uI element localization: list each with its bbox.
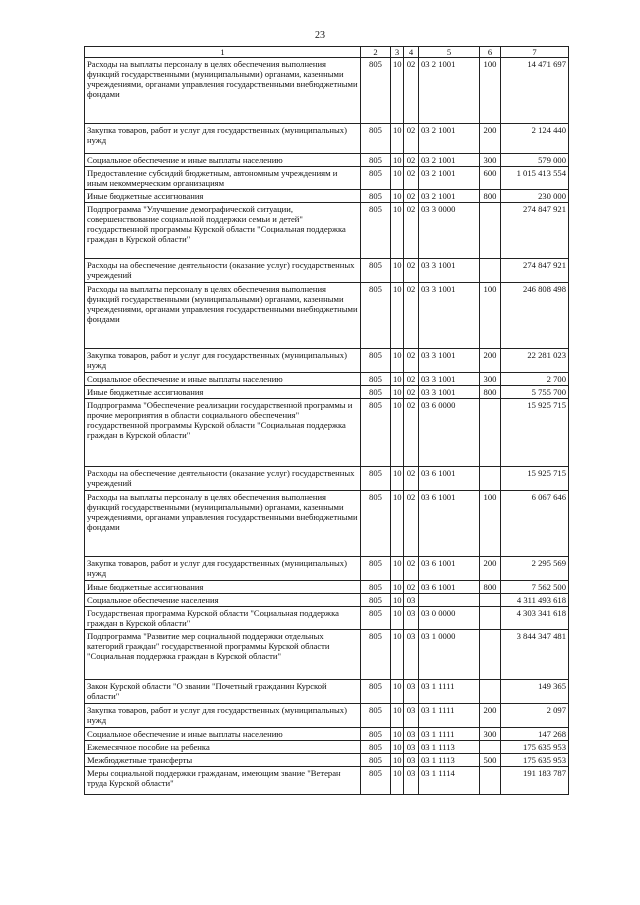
- row-name: Подпрограмма "Улучшение демографической ситуации, совершенствование социальной поддержки семьи и детей" государственной программы Курской области "Социальная поддержка граждан в Курской области": [85, 203, 361, 259]
- row-expense-type: 600: [480, 167, 501, 190]
- row-amount: 15 925 715: [501, 399, 569, 467]
- table-row: [85, 630, 569, 680]
- row-name: Закон Курской области "О звании "Почетный гражданин Курской области": [85, 680, 361, 704]
- table-row: [85, 203, 569, 259]
- column-header: 4: [404, 47, 419, 58]
- column-header: 2: [361, 47, 391, 58]
- row-name: Государственая программа Курской области "Социальная поддержка граждан в Курской области": [85, 607, 361, 630]
- row-amount: 14 471 697: [501, 58, 569, 124]
- row-expense-type: 300: [480, 728, 501, 741]
- row-section: 10: [391, 154, 404, 167]
- row-ved: 805: [361, 607, 391, 630]
- table-row: [85, 283, 569, 349]
- row-amount: 191 183 787: [501, 767, 569, 795]
- row-expense-type: 500: [480, 754, 501, 767]
- row-expense-type: [480, 630, 501, 680]
- row-name: Ежемесячное пособие на ребенка: [85, 741, 361, 754]
- row-section: 10: [391, 754, 404, 767]
- row-target-article: 03 6 1001: [419, 557, 480, 581]
- row-subsection: 02: [404, 349, 419, 373]
- row-section: 10: [391, 607, 404, 630]
- table-row: [85, 491, 569, 557]
- row-name: Закупка товаров, работ и услуг для государственных (муниципальных) нужд: [85, 349, 361, 373]
- row-target-article: 03 1 0000: [419, 630, 480, 680]
- row-section: 10: [391, 399, 404, 467]
- row-expense-type: 800: [480, 581, 501, 594]
- row-name: Закупка товаров, работ и услуг для государственных (муниципальных) нужд: [85, 557, 361, 581]
- row-amount: 6 067 646: [501, 491, 569, 557]
- row-target-article: 03 1 1111: [419, 728, 480, 741]
- row-expense-type: [480, 259, 501, 283]
- row-expense-type: [480, 399, 501, 467]
- row-amount: 5 755 700: [501, 386, 569, 399]
- row-name: Социальное обеспечение и иные выплаты населению: [85, 154, 361, 167]
- row-subsection: 02: [404, 167, 419, 190]
- table-row: [85, 259, 569, 283]
- row-ved: 805: [361, 373, 391, 386]
- row-target-article: 03 2 1001: [419, 154, 480, 167]
- row-section: 10: [391, 349, 404, 373]
- row-target-article: 03 3 1001: [419, 349, 480, 373]
- row-amount: 246 808 498: [501, 283, 569, 349]
- table-row: [85, 190, 569, 203]
- row-amount: 1 015 413 554: [501, 167, 569, 190]
- table-row: [85, 467, 569, 491]
- row-section: 10: [391, 491, 404, 557]
- row-expense-type: [480, 467, 501, 491]
- row-expense-type: [480, 680, 501, 704]
- row-ved: 805: [361, 124, 391, 154]
- row-target-article: 03 1 1113: [419, 741, 480, 754]
- row-name: Подпрограмма "Обеспечение реализации государственной программы и прочие мероприятия в области социального обеспечения" государственной программы Курской области "Социальная поддержка граждан в Курской области": [85, 399, 361, 467]
- row-ved: 805: [361, 190, 391, 203]
- row-expense-type: 200: [480, 124, 501, 154]
- row-section: 10: [391, 167, 404, 190]
- row-section: 10: [391, 581, 404, 594]
- row-section: 10: [391, 283, 404, 349]
- row-ved: 805: [361, 741, 391, 754]
- row-target-article: 03 0 0000: [419, 607, 480, 630]
- row-subsection: 02: [404, 399, 419, 467]
- row-subsection: 02: [404, 557, 419, 581]
- column-header: 7: [501, 47, 569, 58]
- row-subsection: 03: [404, 607, 419, 630]
- row-target-article: 03 3 1001: [419, 373, 480, 386]
- row-expense-type: 300: [480, 373, 501, 386]
- table-row: [85, 124, 569, 154]
- row-expense-type: [480, 607, 501, 630]
- table-row: [85, 581, 569, 594]
- column-header: 1: [85, 47, 361, 58]
- table-row: [85, 349, 569, 373]
- row-target-article: 03 2 1001: [419, 58, 480, 124]
- row-ved: 805: [361, 680, 391, 704]
- row-amount: 4 311 493 618: [501, 594, 569, 607]
- row-ved: 805: [361, 283, 391, 349]
- row-ved: 805: [361, 767, 391, 795]
- row-subsection: 02: [404, 124, 419, 154]
- table-row: [85, 704, 569, 728]
- row-subsection: 02: [404, 259, 419, 283]
- row-expense-type: 100: [480, 58, 501, 124]
- row-subsection: 03: [404, 754, 419, 767]
- row-subsection: 02: [404, 491, 419, 557]
- row-target-article: 03 6 1001: [419, 491, 480, 557]
- row-expense-type: 300: [480, 154, 501, 167]
- table-row: [85, 557, 569, 581]
- row-section: 10: [391, 259, 404, 283]
- row-subsection: 02: [404, 467, 419, 491]
- row-ved: 805: [361, 704, 391, 728]
- row-target-article: 03 2 1001: [419, 124, 480, 154]
- row-section: 10: [391, 767, 404, 795]
- table-header-row: [85, 47, 569, 58]
- row-target-article: 03 3 1001: [419, 386, 480, 399]
- row-section: 10: [391, 630, 404, 680]
- row-subsection: 03: [404, 767, 419, 795]
- table-row: [85, 58, 569, 124]
- row-section: 10: [391, 741, 404, 754]
- row-subsection: 02: [404, 154, 419, 167]
- row-ved: 805: [361, 58, 391, 124]
- row-name: Расходы на выплаты персоналу в целях обеспечения выполнения функций государственными (муниципальными) органами, казенными учреждениями, органами управления государственными внебюджетными фондами: [85, 491, 361, 557]
- row-name: Расходы на выплаты персоналу в целях обеспечения выполнения функций государственными (муниципальными) органами, казенными учреждениями, органами управления государственными внебюджетными фондами: [85, 283, 361, 349]
- row-name: Расходы на обеспечение деятельности (оказание услуг) государственных учреждений: [85, 259, 361, 283]
- row-expense-type: 100: [480, 283, 501, 349]
- row-ved: 805: [361, 399, 391, 467]
- row-subsection: 02: [404, 283, 419, 349]
- table-row: [85, 594, 569, 607]
- row-expense-type: 200: [480, 349, 501, 373]
- page-number: 23: [315, 30, 325, 41]
- row-name: Иные бюджетные ассигнования: [85, 581, 361, 594]
- row-amount: 2 295 569: [501, 557, 569, 581]
- row-target-article: 03 3 0000: [419, 203, 480, 259]
- column-header: 3: [391, 47, 404, 58]
- column-header: 6: [480, 47, 501, 58]
- row-amount: 22 281 023: [501, 349, 569, 373]
- row-section: 10: [391, 190, 404, 203]
- row-expense-type: [480, 741, 501, 754]
- row-amount: 274 847 921: [501, 259, 569, 283]
- row-target-article: 03 6 1001: [419, 467, 480, 491]
- row-expense-type: [480, 767, 501, 795]
- table-row: [85, 607, 569, 630]
- row-name: Социальное обеспечение и иные выплаты населению: [85, 728, 361, 741]
- row-amount: 175 635 953: [501, 754, 569, 767]
- row-ved: 805: [361, 557, 391, 581]
- row-name: Социальное обеспечение населения: [85, 594, 361, 607]
- row-expense-type: 200: [480, 704, 501, 728]
- row-subsection: 03: [404, 680, 419, 704]
- row-name: Расходы на выплаты персоналу в целях обеспечения выполнения функций государственными (муниципальными) органами, казенными учреждениями, органами управления государственными внебюджетными фондами: [85, 58, 361, 124]
- row-section: 10: [391, 124, 404, 154]
- row-target-article: 03 2 1001: [419, 190, 480, 203]
- row-ved: 805: [361, 203, 391, 259]
- row-amount: 274 847 921: [501, 203, 569, 259]
- row-section: 10: [391, 203, 404, 259]
- row-target-article: 03 6 0000: [419, 399, 480, 467]
- row-section: 10: [391, 58, 404, 124]
- row-subsection: 02: [404, 581, 419, 594]
- row-subsection: 03: [404, 704, 419, 728]
- row-ved: 805: [361, 581, 391, 594]
- row-ved: 805: [361, 467, 391, 491]
- row-ved: 805: [361, 259, 391, 283]
- row-name: Иные бюджетные ассигнования: [85, 386, 361, 399]
- budget-table: [84, 46, 569, 795]
- row-ved: 805: [361, 349, 391, 373]
- row-target-article: 03 2 1001: [419, 167, 480, 190]
- table-row: [85, 767, 569, 795]
- row-amount: 2 700: [501, 373, 569, 386]
- row-amount: 147 268: [501, 728, 569, 741]
- row-amount: 175 635 953: [501, 741, 569, 754]
- row-section: 10: [391, 728, 404, 741]
- row-section: 10: [391, 373, 404, 386]
- row-ved: 805: [361, 386, 391, 399]
- row-subsection: 03: [404, 728, 419, 741]
- row-expense-type: 100: [480, 491, 501, 557]
- row-section: 10: [391, 704, 404, 728]
- row-section: 10: [391, 680, 404, 704]
- row-subsection: 02: [404, 373, 419, 386]
- table-row: [85, 154, 569, 167]
- table-row: [85, 741, 569, 754]
- row-ved: 805: [361, 728, 391, 741]
- row-subsection: 02: [404, 58, 419, 124]
- row-subsection: 02: [404, 386, 419, 399]
- row-target-article: 03 1 1111: [419, 680, 480, 704]
- row-section: 10: [391, 557, 404, 581]
- row-section: 10: [391, 386, 404, 399]
- row-name: Закупка товаров, работ и услуг для государственных (муниципальных) нужд: [85, 704, 361, 728]
- row-subsection: 02: [404, 203, 419, 259]
- row-name: Расходы на обеспечение деятельности (оказание услуг) государственных учреждений: [85, 467, 361, 491]
- table-row: [85, 167, 569, 190]
- row-ved: 805: [361, 167, 391, 190]
- row-expense-type: [480, 203, 501, 259]
- row-name: Предоставление субсидий бюджетным, автономным учреждениям и иным некоммерческим организациям: [85, 167, 361, 190]
- row-amount: 7 562 500: [501, 581, 569, 594]
- row-ved: 805: [361, 491, 391, 557]
- row-target-article: 03 6 1001: [419, 581, 480, 594]
- table-row: [85, 399, 569, 467]
- row-name: Иные бюджетные ассигнования: [85, 190, 361, 203]
- row-amount: 230 000: [501, 190, 569, 203]
- row-target-article: 03 1 1113: [419, 754, 480, 767]
- row-name: Закупка товаров, работ и услуг для государственных (муниципальных) нужд: [85, 124, 361, 154]
- row-target-article: 03 1 1114: [419, 767, 480, 795]
- row-amount: 15 925 715: [501, 467, 569, 491]
- column-header: 5: [419, 47, 480, 58]
- row-name: Меры социальной поддержки гражданам, имеющим звание "Ветеран труда Курской области": [85, 767, 361, 795]
- row-subsection: 02: [404, 190, 419, 203]
- row-expense-type: [480, 594, 501, 607]
- row-amount: 2 124 440: [501, 124, 569, 154]
- row-section: 10: [391, 467, 404, 491]
- table-row: [85, 386, 569, 399]
- row-subsection: 03: [404, 741, 419, 754]
- table-row: [85, 373, 569, 386]
- table-row: [85, 728, 569, 741]
- row-name: Межбюджетные трансферты: [85, 754, 361, 767]
- row-expense-type: 800: [480, 386, 501, 399]
- row-name: Социальное обеспечение и иные выплаты населению: [85, 373, 361, 386]
- row-subsection: 03: [404, 630, 419, 680]
- row-ved: 805: [361, 630, 391, 680]
- row-ved: 805: [361, 154, 391, 167]
- row-target-article: 03 3 1001: [419, 283, 480, 349]
- row-subsection: 03: [404, 594, 419, 607]
- row-ved: 805: [361, 754, 391, 767]
- row-expense-type: 200: [480, 557, 501, 581]
- row-target-article: 03 3 1001: [419, 259, 480, 283]
- row-name: Подпрограмма "Развитие мер социальной поддержки отдельных категорий граждан" государственной программы Курской области "Социальная поддержка граждан в Курской области": [85, 630, 361, 680]
- row-amount: 4 303 341 618: [501, 607, 569, 630]
- row-target-article: [419, 594, 480, 607]
- table-body: [85, 47, 569, 795]
- row-amount: 2 097: [501, 704, 569, 728]
- row-amount: 579 000: [501, 154, 569, 167]
- row-section: 10: [391, 594, 404, 607]
- table-row: [85, 680, 569, 704]
- row-ved: 805: [361, 594, 391, 607]
- row-amount: 3 844 347 481: [501, 630, 569, 680]
- row-target-article: 03 1 1111: [419, 704, 480, 728]
- row-amount: 149 365: [501, 680, 569, 704]
- row-expense-type: 800: [480, 190, 501, 203]
- table-row: [85, 754, 569, 767]
